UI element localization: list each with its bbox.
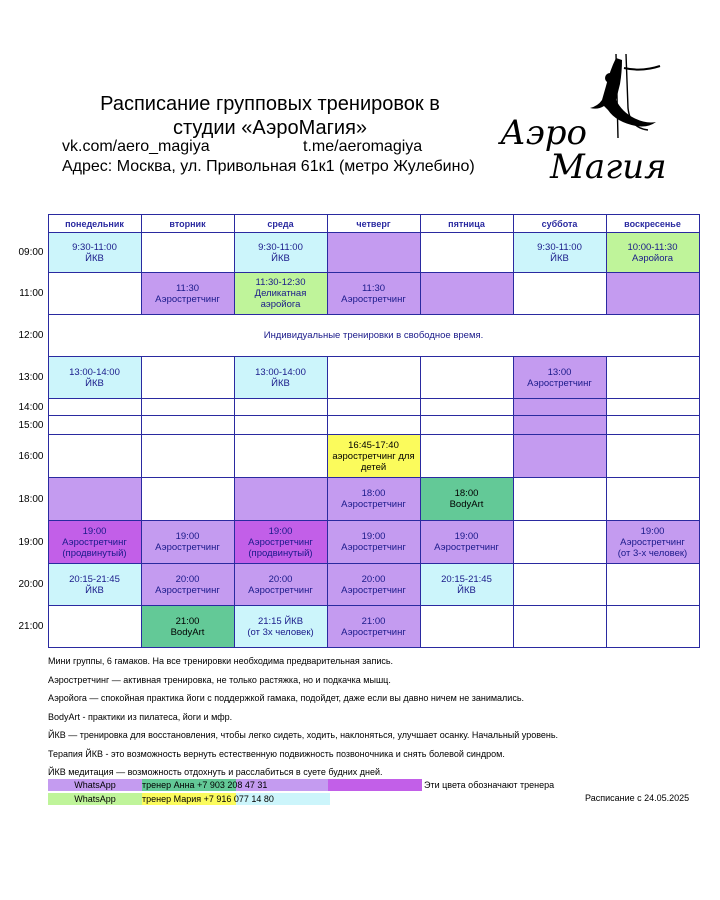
class-cell-line: 20:00 [175,573,200,585]
class-cell [48,564,141,606]
schedule-row [17,416,699,435]
class-cell-line: 13:00 [547,366,572,378]
class-cell [513,357,606,399]
class-cell [420,478,513,521]
note-line: Аэростретчинг — активная тренировка, не только растяжка, но и подкачка мышц. [48,674,391,685]
class-cell-line: Аэростретчинг [155,542,220,553]
class-cell [234,478,327,521]
class-cell-line: 20:15-21:45 [441,573,492,585]
class-cell-line: аэройога [260,299,301,310]
class-cell-line: 11:30 [361,282,386,294]
day-header: пятница [420,215,513,233]
time-label: 13:00 [17,357,48,399]
time-label: 09:00 [17,233,48,273]
time-label: 12:00 [17,315,48,357]
class-cell-line: Аэростретчинг [248,536,313,548]
class-cell-line: 13:00-14:00 [255,366,306,378]
class-cell [513,399,606,416]
maria-whatsapp-link[interactable]: WhatsApp [48,793,142,805]
note-line: ЙКВ медитация — возможность отдохнуть и расслабиться в суете будних дней. [48,767,383,777]
class-cell [48,399,141,416]
class-cell [327,233,420,273]
class-cell-line: Аэростретчинг [341,499,406,510]
class-cell-line: BodyArt [170,626,205,638]
corner-cell [17,215,48,233]
schedule-row [17,478,699,521]
logo-text-top: Аэро [500,113,588,153]
class-cell [141,478,234,521]
class-cell-line: аэростретчинг для [332,450,415,462]
class-cell [234,399,327,416]
class-cell [513,435,606,478]
class-cell-line: ЙКВ [457,584,476,596]
class-cell-line: 19:00 [82,525,107,537]
class-cell-line: Аэройога [631,252,674,264]
aerial-dancer-icon [590,54,660,138]
time-label: 19:00 [17,521,48,564]
class-cell [420,273,513,315]
note-line: ЙКВ — тренировка для восстановления, чтобы легко сидеть, ходить, наклоняться, улучшает осанку. Начальный уровень. [48,730,559,740]
class-cell [606,606,699,648]
individual-training-cell: Индивидуальные тренировки в свободное время. [48,315,699,357]
class-cell-line: Деликатная [254,288,307,299]
class-cell [141,564,234,606]
class-cell-line: Аэростретчинг [62,536,127,548]
schedule-row [17,315,699,357]
class-cell [234,606,327,648]
schedule-row [17,233,699,273]
class-cell [420,357,513,399]
time-label: 16:00 [17,435,48,478]
class-cell-line: Аэростретчинг [155,584,220,596]
class-cell [420,399,513,416]
class-cell-line: 19:00 [454,531,479,542]
class-cell-line: 19:00 [268,525,293,537]
class-cell-line: (от 3х человек) [247,626,314,638]
class-cell-line: Аэростретчинг [527,377,592,389]
class-cell [234,357,327,399]
class-cell [513,478,606,521]
maria-trainer-label [142,793,330,805]
class-cell [420,416,513,435]
class-cell-line: ЙКВ [85,377,104,389]
class-cell [234,521,327,564]
class-cell [234,273,327,315]
class-cell [513,273,606,315]
class-cell [48,416,141,435]
class-cell [513,233,606,273]
class-cell-line: ЙКВ [271,377,290,389]
legend-maria [48,793,468,805]
class-cell-line: 21:15 ЙКВ [257,615,304,627]
time-label: 11:00 [17,273,48,315]
class-cell-line: Аэростретчинг [341,293,406,305]
class-cell [327,564,420,606]
class-cell [513,416,606,435]
class-cell [234,416,327,435]
class-cell [420,564,513,606]
class-cell [141,399,234,416]
class-cell [606,564,699,606]
class-cell-line: Аэростретчинг [341,542,406,553]
schedule-body [17,233,699,648]
class-cell [141,273,234,315]
class-cell-line: 20:00 [361,573,386,585]
time-label: 15:00 [17,416,48,435]
class-cell [234,435,327,478]
class-cell-line: 13:00-14:00 [69,366,120,378]
schedule-row [17,435,699,478]
class-cell-line: 21:00 [361,615,386,627]
class-cell [141,416,234,435]
class-cell-line: (продвинутый) [248,547,313,559]
class-cell [327,435,420,478]
schedule-row [17,521,699,564]
class-cell [141,521,234,564]
class-cell-line: BodyArt [449,499,484,510]
class-cell [420,435,513,478]
class-cell-line: 20:00 [268,573,293,585]
class-cell-line: 11:30 [175,282,200,294]
legend-explanation: Эти цвета обозначают тренера [424,780,555,790]
schedule-row [17,399,699,416]
day-header: вторник [141,215,234,233]
class-cell-line: 20:15-21:45 [69,573,120,585]
class-cell-line: детей [360,461,387,473]
class-cell [141,606,234,648]
class-cell [327,416,420,435]
logo [498,48,678,188]
class-cell-line: 18:00 [454,488,479,499]
day-header: среда [234,215,327,233]
class-cell [48,478,141,521]
class-cell [420,233,513,273]
class-cell [327,606,420,648]
day-header: понедельник [48,215,141,233]
class-cell [327,273,420,315]
logo-text-bottom: Магия [550,147,667,187]
maria-trainer-text: тренер Мария +7 916 077 14 80 [142,794,274,804]
class-cell-line: 9:30-11:00 [72,241,117,253]
class-cell [327,357,420,399]
class-cell [141,435,234,478]
note-line: Мини группы, 6 гамаков. На все тренировки необходима предварительная запись. [48,656,394,666]
class-cell [48,233,141,273]
page-title-line2: студии «АэроМагия» [172,117,368,139]
class-cell-line: Аэростретчинг [248,584,313,596]
class-cell-line: ЙКВ [85,584,104,596]
class-cell [606,521,699,564]
class-cell [48,273,141,315]
class-cell [606,435,699,478]
class-cell [420,521,513,564]
class-cell [513,521,606,564]
schedule-row [17,564,699,606]
class-cell [141,357,234,399]
class-cell [606,233,699,273]
telegram-link[interactable]: t.me/aeromagiya [303,138,423,155]
class-cell-line: Аэростретчинг [341,626,406,638]
time-label: 20:00 [17,564,48,606]
class-cell-line: (продвинутый) [62,547,127,559]
class-cell-line: 18:00 [361,488,386,499]
class-cell [48,357,141,399]
day-header: воскресенье [606,215,699,233]
class-cell [327,478,420,521]
class-cell [606,478,699,521]
class-cell-line: 9:30-11:00 [537,241,582,253]
schedule-row [17,606,699,648]
schedule-date: Расписание с 24.05.2025 [585,793,690,803]
class-cell-line: Аэростретчинг [434,542,499,553]
day-header: четверг [327,215,420,233]
class-cell-line: 19:00 [640,525,665,537]
legend-anna [48,779,608,791]
address: Адрес: Москва, ул. Привольная 61к1 (метро Жулебино) [62,158,475,175]
class-cell-line: ЙКВ [271,252,290,264]
day-header-row [17,215,699,233]
class-cell [234,564,327,606]
class-cell-line: 11:30-12:30 [255,277,306,288]
class-cell [327,399,420,416]
note-line: Аэройога — спокойная практика йоги с поддержкой гамака, подойдет, даже если вы давно ничем не занимались. [48,693,525,703]
header [30,92,510,140]
anna-trainer-label [142,779,330,791]
class-cell-line: ЙКВ [550,252,569,264]
purple-swatch [328,779,422,791]
class-cell [48,521,141,564]
class-cell [513,606,606,648]
class-cell-line: 19:00 [175,531,200,542]
note-line: Терапия ЙКВ - это возможность вернуть естественную подвижность позвоночника и снять болевой синдром. [48,748,505,759]
notes [48,655,708,785]
class-cell [606,416,699,435]
class-cell-line: 19:00 [361,531,386,542]
schedule-row [17,273,699,315]
class-cell-line: ЙКВ [85,252,104,264]
class-cell-line: 10:00-11:30 [627,241,678,253]
page-title-line1: Расписание групповых тренировок в [100,93,440,115]
class-cell [513,564,606,606]
time-label: 14:00 [17,399,48,416]
class-cell-line: 16:45-17:40 [348,439,399,451]
class-cell [234,233,327,273]
class-cell [606,357,699,399]
class-cell [48,606,141,648]
schedule-table [17,214,700,648]
time-label: 18:00 [17,478,48,521]
vk-link[interactable]: vk.com/aero_magiya [62,138,210,155]
class-cell [141,233,234,273]
day-header: суббота [513,215,606,233]
class-cell-line: Аэростретчинг [620,536,685,548]
class-cell-line: 9:30-11:00 [258,241,303,253]
class-cell-line: (от 3-х человек) [617,547,688,559]
anna-whatsapp-link[interactable]: WhatsApp [48,779,142,791]
class-cell-line: 21:00 [175,615,200,627]
class-cell [606,273,699,315]
class-cell-line: Аэростретчинг [341,584,406,596]
note-line: BodyArt - практики из пилатеса, йоги и мфр. [48,711,233,722]
class-cell-line: Аэростретчинг [155,293,220,305]
class-cell [420,606,513,648]
time-label: 21:00 [17,606,48,648]
anna-trainer-text: тренер Анна +7 903 208 47 31 [142,780,268,790]
class-cell [48,435,141,478]
class-cell [327,521,420,564]
class-cell [606,399,699,416]
schedule-row [17,357,699,399]
